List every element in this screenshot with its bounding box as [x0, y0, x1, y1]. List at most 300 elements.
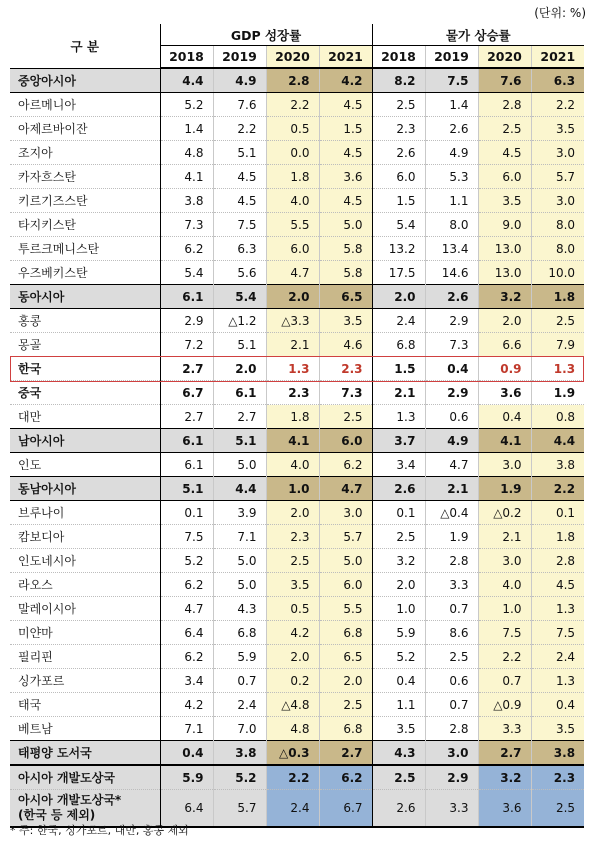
- gdp-cell: 6.2: [160, 237, 213, 261]
- table-row: [10, 285, 584, 309]
- gdp-cell: 4.8: [266, 717, 319, 741]
- cpi-cell: 0.6: [425, 669, 478, 693]
- gdp-cell: 2.7: [160, 357, 213, 381]
- cpi-cell: 8.0: [425, 213, 478, 237]
- gdp-cell: 6.8: [319, 621, 372, 645]
- year-header: 2020: [266, 46, 319, 69]
- cpi-cell: 2.6: [372, 477, 425, 501]
- gdp-cell: 5.8: [319, 261, 372, 285]
- gdp-cell: 2.7: [213, 405, 266, 429]
- row-label: 한국: [18, 362, 42, 376]
- cpi-cell: 5.3: [425, 165, 478, 189]
- gdp-cell: 5.5: [319, 597, 372, 621]
- cpi-cell: 4.9: [425, 429, 478, 453]
- cpi-cell: 2.6: [372, 141, 425, 165]
- row-label-line: (한국 등 제외): [18, 808, 96, 822]
- cpi-cell: 2.1: [372, 381, 425, 405]
- table-row: [10, 501, 584, 525]
- gdp-cell: 4.2: [319, 68, 372, 93]
- gdp-cell: 2.1: [266, 333, 319, 357]
- gdp-cell: 4.9: [213, 68, 266, 93]
- gdp-cell: 6.3: [213, 237, 266, 261]
- table-row: [10, 333, 584, 357]
- gdp-cell: 5.1: [213, 429, 266, 453]
- cpi-cell: 2.6: [425, 285, 478, 309]
- row-label: 동아시아: [10, 285, 160, 309]
- gdp-cell: 4.7: [160, 597, 213, 621]
- table-row: [10, 213, 584, 237]
- row-label: 남아시아: [10, 429, 160, 453]
- gdp-cell: 1.8: [266, 405, 319, 429]
- gdp-cell: 5.4: [160, 261, 213, 285]
- cpi-cell: 2.9: [425, 765, 478, 790]
- cpi-cell: 3.2: [478, 285, 531, 309]
- cpi-cell: 2.5: [372, 93, 425, 117]
- table-row: [10, 381, 584, 405]
- cpi-cell: 3.5: [531, 717, 584, 741]
- gdp-cell: 6.8: [319, 717, 372, 741]
- cpi-cell: 2.2: [531, 93, 584, 117]
- table-row: [10, 621, 584, 645]
- gdp-cell: 6.1: [213, 381, 266, 405]
- cpi-cell: 3.6: [478, 790, 531, 828]
- table-row: [10, 261, 584, 285]
- cpi-cell: 2.5: [372, 525, 425, 549]
- cpi-cell: 5.2: [372, 645, 425, 669]
- table-row: [10, 669, 584, 693]
- gdp-cell: 6.1: [160, 429, 213, 453]
- gdp-cell: 2.2: [213, 117, 266, 141]
- year-header: 2018: [160, 46, 213, 69]
- gdp-cell: 5.0: [319, 213, 372, 237]
- gdp-cell: 4.1: [266, 429, 319, 453]
- row-label: 키르기즈스탄: [18, 194, 88, 208]
- gdp-cell: 0.4: [160, 741, 213, 766]
- table-row: [10, 597, 584, 621]
- gdp-cell: 2.5: [319, 405, 372, 429]
- gdp-cell: 6.2: [160, 645, 213, 669]
- gdp-cell: 3.0: [319, 501, 372, 525]
- table-row: [10, 429, 584, 453]
- row-label: 중앙아시아: [10, 68, 160, 93]
- cpi-cell: 1.8: [531, 285, 584, 309]
- row-label: 조지아: [18, 146, 53, 160]
- row-label: 대만: [18, 410, 42, 424]
- cpi-cell: 6.0: [372, 165, 425, 189]
- gdp-cell: △4.8: [266, 693, 319, 717]
- gdp-cell: 7.5: [213, 213, 266, 237]
- gdp-cell: 7.1: [160, 717, 213, 741]
- cpi-cell: 2.5: [372, 765, 425, 790]
- cpi-cell: 13.4: [425, 237, 478, 261]
- gdp-cell: 5.1: [213, 333, 266, 357]
- gdp-cell: 2.0: [266, 501, 319, 525]
- gdp-cell: 7.3: [160, 213, 213, 237]
- cpi-cell: 2.2: [531, 477, 584, 501]
- gdp-cell: 7.6: [213, 93, 266, 117]
- cpi-cell: 0.7: [425, 597, 478, 621]
- cpi-cell: 7.5: [531, 621, 584, 645]
- cpi-group-header: 물가 상승률: [372, 24, 584, 46]
- gdp-cell: 5.4: [213, 285, 266, 309]
- row-label: 동남아시아: [10, 477, 160, 501]
- cpi-cell: 0.1: [531, 501, 584, 525]
- gdp-cell: 2.5: [266, 549, 319, 573]
- table-row: [10, 453, 584, 477]
- gdp-cell: 2.4: [266, 790, 319, 828]
- cpi-cell: 4.3: [372, 741, 425, 766]
- cpi-cell: 4.0: [478, 573, 531, 597]
- cpi-cell: 3.0: [478, 453, 531, 477]
- cpi-cell: 3.8: [531, 741, 584, 766]
- cpi-cell: 2.0: [372, 285, 425, 309]
- cpi-cell: 0.4: [372, 669, 425, 693]
- row-label: 아시아 개발도상국: [10, 765, 160, 790]
- gdp-cell: 7.0: [213, 717, 266, 741]
- growth-inflation-table: [10, 24, 584, 828]
- gdp-cell: 5.0: [213, 453, 266, 477]
- gdp-cell: 6.8: [213, 621, 266, 645]
- row-label: 말레이시아: [18, 602, 76, 616]
- cpi-cell: 2.3: [372, 117, 425, 141]
- cpi-cell: 3.0: [478, 549, 531, 573]
- gdp-cell: 6.7: [319, 790, 372, 828]
- cpi-cell: 3.5: [478, 189, 531, 213]
- table-row: [10, 68, 584, 93]
- year-header: 2021: [531, 46, 584, 69]
- cpi-cell: 1.3: [372, 405, 425, 429]
- table-row: [10, 237, 584, 261]
- table-row: [10, 477, 584, 501]
- cpi-cell: 7.5: [425, 68, 478, 93]
- gdp-cell: 5.1: [160, 477, 213, 501]
- gdp-cell: 2.0: [266, 645, 319, 669]
- table-row: [10, 405, 584, 429]
- gdp-cell: 5.0: [319, 549, 372, 573]
- year-header: 2019: [213, 46, 266, 69]
- gdp-cell: 6.0: [266, 237, 319, 261]
- cpi-cell: 13.0: [478, 237, 531, 261]
- cpi-cell: 0.9: [478, 357, 531, 381]
- gdp-cell: 3.4: [160, 669, 213, 693]
- cpi-cell: 2.8: [425, 717, 478, 741]
- gdp-cell: 2.8: [266, 68, 319, 93]
- cpi-cell: 2.8: [425, 549, 478, 573]
- gdp-cell: 6.0: [319, 429, 372, 453]
- cpi-cell: 0.4: [425, 357, 478, 381]
- row-label: 베트남: [18, 722, 53, 736]
- cpi-cell: 2.9: [425, 309, 478, 333]
- cpi-cell: 1.3: [531, 669, 584, 693]
- cpi-cell: 2.4: [372, 309, 425, 333]
- cpi-cell: 1.8: [531, 525, 584, 549]
- gdp-cell: 4.0: [266, 189, 319, 213]
- cpi-cell: △0.9: [478, 693, 531, 717]
- cpi-cell: 1.4: [425, 93, 478, 117]
- gdp-cell: 4.4: [160, 68, 213, 93]
- cpi-cell: 3.7: [372, 429, 425, 453]
- cpi-cell: 0.8: [531, 405, 584, 429]
- gdp-cell: 3.6: [319, 165, 372, 189]
- cpi-cell: 3.2: [372, 549, 425, 573]
- cpi-cell: 9.0: [478, 213, 531, 237]
- gdp-cell: 6.0: [319, 573, 372, 597]
- gdp-cell: 4.7: [319, 477, 372, 501]
- gdp-cell: 2.3: [266, 381, 319, 405]
- year-header: 2021: [319, 46, 372, 69]
- cpi-cell: 2.1: [478, 525, 531, 549]
- cpi-cell: 2.3: [531, 765, 584, 790]
- gdp-cell: 0.1: [160, 501, 213, 525]
- gdp-cell: 2.0: [319, 669, 372, 693]
- gdp-cell: 6.7: [160, 381, 213, 405]
- gdp-cell: 6.5: [319, 645, 372, 669]
- gdp-cell: △0.3: [266, 741, 319, 766]
- gdp-cell: 6.1: [160, 285, 213, 309]
- cpi-cell: 1.1: [425, 189, 478, 213]
- cpi-cell: 5.7: [531, 165, 584, 189]
- gdp-cell: 5.0: [213, 573, 266, 597]
- cpi-cell: 8.0: [531, 213, 584, 237]
- row-label: 태국: [18, 698, 42, 712]
- cpi-cell: 13.0: [478, 261, 531, 285]
- cpi-cell: △0.4: [425, 501, 478, 525]
- gdp-cell: 5.2: [160, 93, 213, 117]
- gdp-cell: 0.5: [266, 597, 319, 621]
- table-row: [10, 309, 584, 333]
- row-label: 우즈베키스탄: [18, 266, 88, 280]
- cpi-cell: 2.8: [478, 93, 531, 117]
- gdp-cell: 6.2: [319, 453, 372, 477]
- cpi-cell: 14.6: [425, 261, 478, 285]
- cpi-cell: 1.5: [372, 357, 425, 381]
- gdp-cell: 0.7: [213, 669, 266, 693]
- cpi-cell: 2.5: [425, 645, 478, 669]
- gdp-cell: 3.9: [213, 501, 266, 525]
- gdp-cell: 6.4: [160, 790, 213, 828]
- gdp-cell: 4.3: [213, 597, 266, 621]
- cpi-cell: 3.0: [425, 741, 478, 766]
- gdp-cell: 4.8: [160, 141, 213, 165]
- gdp-cell: 1.0: [266, 477, 319, 501]
- gdp-group-header: GDP 성장률: [160, 24, 372, 46]
- cpi-cell: 2.6: [425, 117, 478, 141]
- gdp-cell: 2.3: [319, 357, 372, 381]
- gdp-cell: 6.2: [319, 765, 372, 790]
- cpi-cell: 2.6: [372, 790, 425, 828]
- gdp-cell: 2.0: [266, 285, 319, 309]
- table-row: [10, 645, 584, 669]
- gdp-cell: 2.3: [266, 525, 319, 549]
- cpi-cell: 10.0: [531, 261, 584, 285]
- gdp-cell: 7.3: [319, 381, 372, 405]
- table-row: [10, 573, 584, 597]
- table-row: [10, 165, 584, 189]
- row-label: 투르크메니스탄: [18, 242, 100, 256]
- cpi-cell: 0.7: [478, 669, 531, 693]
- gdp-cell: 4.5: [319, 141, 372, 165]
- gdp-cell: 4.1: [160, 165, 213, 189]
- cpi-cell: 1.3: [531, 597, 584, 621]
- cpi-cell: 0.1: [372, 501, 425, 525]
- cpi-cell: 2.0: [372, 573, 425, 597]
- cpi-cell: △0.2: [478, 501, 531, 525]
- cpi-cell: 2.0: [478, 309, 531, 333]
- table-row: [10, 357, 584, 381]
- cpi-cell: 4.1: [478, 429, 531, 453]
- cpi-cell: 17.5: [372, 261, 425, 285]
- gdp-cell: 2.9: [160, 309, 213, 333]
- gdp-cell: 5.6: [213, 261, 266, 285]
- cpi-cell: 3.3: [478, 717, 531, 741]
- year-header: 2020: [478, 46, 531, 69]
- row-label: 필리핀: [18, 650, 53, 664]
- cpi-cell: 4.9: [425, 141, 478, 165]
- gdp-cell: 4.2: [266, 621, 319, 645]
- gdp-cell: 4.4: [213, 477, 266, 501]
- footnote: * 주: 한국, 싱가포르, 대만, 홍콩 제외: [10, 824, 189, 837]
- cpi-cell: 2.2: [478, 645, 531, 669]
- cpi-cell: 6.6: [478, 333, 531, 357]
- gdp-cell: 1.8: [266, 165, 319, 189]
- cpi-cell: 1.9: [425, 525, 478, 549]
- year-header: 2019: [425, 46, 478, 69]
- gdp-cell: 4.5: [213, 189, 266, 213]
- gdp-cell: 2.7: [160, 405, 213, 429]
- gdp-cell: △1.2: [213, 309, 266, 333]
- gdp-cell: 1.3: [266, 357, 319, 381]
- gdp-cell: 0.2: [266, 669, 319, 693]
- cpi-cell: 1.9: [531, 381, 584, 405]
- gdp-cell: 4.7: [266, 261, 319, 285]
- gdp-cell: △3.3: [266, 309, 319, 333]
- gdp-cell: 1.4: [160, 117, 213, 141]
- table-row: [10, 717, 584, 741]
- gdp-cell: 0.5: [266, 117, 319, 141]
- row-label: 중국: [18, 386, 42, 400]
- gdp-cell: 5.9: [213, 645, 266, 669]
- cpi-cell: 2.7: [478, 741, 531, 766]
- table-row: [10, 741, 584, 766]
- gdp-cell: 7.1: [213, 525, 266, 549]
- cpi-cell: 4.7: [425, 453, 478, 477]
- gdp-cell: 2.4: [213, 693, 266, 717]
- row-label: 브루나이: [18, 506, 65, 520]
- gdp-cell: 2.7: [319, 741, 372, 766]
- gdp-cell: 2.0: [213, 357, 266, 381]
- cpi-cell: 3.3: [425, 790, 478, 828]
- gdp-cell: 1.5: [319, 117, 372, 141]
- cpi-cell: 3.6: [478, 381, 531, 405]
- cpi-cell: 1.3: [531, 357, 584, 381]
- cpi-cell: 2.5: [531, 309, 584, 333]
- table-row: [10, 93, 584, 117]
- cpi-cell: 8.2: [372, 68, 425, 93]
- cpi-cell: 4.5: [478, 141, 531, 165]
- gdp-cell: 5.2: [213, 765, 266, 790]
- gdp-cell: 6.4: [160, 621, 213, 645]
- gdp-cell: 5.7: [213, 790, 266, 828]
- cpi-cell: 2.5: [478, 117, 531, 141]
- cpi-cell: 0.7: [425, 693, 478, 717]
- gdp-cell: 5.7: [319, 525, 372, 549]
- cpi-cell: 2.8: [531, 549, 584, 573]
- cpi-cell: 1.0: [372, 597, 425, 621]
- cpi-cell: 5.9: [372, 621, 425, 645]
- gdp-cell: 2.2: [266, 93, 319, 117]
- gdp-cell: 6.5: [319, 285, 372, 309]
- gdp-cell: 2.5: [319, 693, 372, 717]
- cpi-cell: 2.9: [425, 381, 478, 405]
- cpi-cell: 7.3: [425, 333, 478, 357]
- cpi-cell: 7.6: [478, 68, 531, 93]
- header-row-groups: [10, 24, 584, 46]
- row-label-line: 아시아 개발도상국*: [18, 793, 122, 807]
- row-label: 몽골: [18, 338, 42, 352]
- cpi-cell: 3.8: [531, 453, 584, 477]
- table-row: [10, 141, 584, 165]
- cpi-cell: 4.4: [531, 429, 584, 453]
- cpi-cell: 0.4: [531, 693, 584, 717]
- gdp-cell: 3.5: [319, 309, 372, 333]
- cpi-cell: 8.0: [531, 237, 584, 261]
- cpi-cell: 5.4: [372, 213, 425, 237]
- cpi-cell: 13.2: [372, 237, 425, 261]
- gdp-cell: 3.8: [160, 189, 213, 213]
- gdp-cell: 4.6: [319, 333, 372, 357]
- row-label: 싱가포르: [18, 674, 65, 688]
- cpi-cell: 7.9: [531, 333, 584, 357]
- table-row: [10, 525, 584, 549]
- cpi-cell: 2.4: [531, 645, 584, 669]
- cpi-cell: 1.1: [372, 693, 425, 717]
- cpi-cell: 8.6: [425, 621, 478, 645]
- cpi-cell: 0.6: [425, 405, 478, 429]
- cpi-cell: 2.5: [531, 790, 584, 828]
- gdp-cell: 5.0: [213, 549, 266, 573]
- year-header: 2018: [372, 46, 425, 69]
- row-label: 아르메니아: [18, 98, 76, 112]
- gdp-cell: 2.2: [266, 765, 319, 790]
- cpi-cell: 1.0: [478, 597, 531, 621]
- cpi-cell: 2.1: [425, 477, 478, 501]
- cpi-cell: 6.8: [372, 333, 425, 357]
- cpi-cell: 3.4: [372, 453, 425, 477]
- cpi-cell: 3.0: [531, 189, 584, 213]
- cpi-cell: 6.3: [531, 68, 584, 93]
- gdp-cell: 4.5: [213, 165, 266, 189]
- table-row: [10, 693, 584, 717]
- gdp-cell: 6.1: [160, 453, 213, 477]
- cpi-cell: 1.5: [372, 189, 425, 213]
- cpi-cell: 3.5: [531, 117, 584, 141]
- gdp-cell: 5.8: [319, 237, 372, 261]
- gdp-cell: 5.9: [160, 765, 213, 790]
- cpi-cell: 3.5: [372, 717, 425, 741]
- row-label: 카자흐스탄: [18, 170, 76, 184]
- table-row: [10, 765, 584, 790]
- gdp-cell: 7.2: [160, 333, 213, 357]
- table-row: [10, 189, 584, 213]
- cpi-cell: 6.0: [478, 165, 531, 189]
- row-label: 라오스: [18, 578, 53, 592]
- row-label: 인도네시아: [18, 554, 76, 568]
- gdp-cell: 4.0: [266, 453, 319, 477]
- table-row: [10, 117, 584, 141]
- gdp-cell: 3.8: [213, 741, 266, 766]
- table-body: [10, 68, 584, 827]
- gdp-cell: 4.5: [319, 189, 372, 213]
